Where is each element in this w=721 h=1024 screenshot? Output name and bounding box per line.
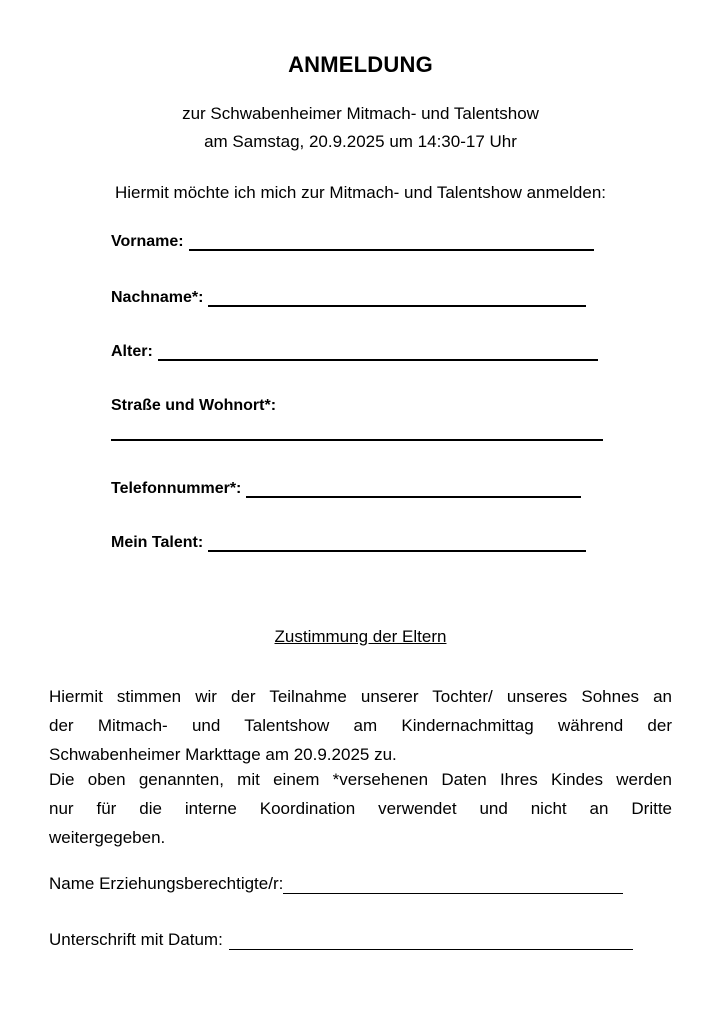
age-label: Alter: xyxy=(111,343,153,360)
guardian-name-label: Name Erziehungsberechtigte/r: xyxy=(49,874,284,893)
age-field xyxy=(111,343,598,361)
guardian-name-input-line[interactable] xyxy=(283,877,623,894)
signature-date-input-line[interactable] xyxy=(229,933,633,950)
address-label: Straße und Wohnort*: xyxy=(111,397,277,414)
address-input-line[interactable] xyxy=(111,423,603,441)
phone-label: Telefonnummer*: xyxy=(111,480,242,497)
privacy-line: Die oben genannten, mit einem *versehenen Daten Ihres Kindes werden xyxy=(49,770,672,789)
address-field xyxy=(111,397,276,415)
first-name-input-line[interactable] xyxy=(189,233,594,251)
consent-paragraph xyxy=(49,682,672,769)
phone-field xyxy=(111,480,581,498)
signature-date-label: Unterschrift mit Datum: xyxy=(49,930,223,949)
page-title: ANMELDUNG xyxy=(288,52,433,77)
phone-input-line[interactable] xyxy=(246,480,581,498)
privacy-line: nur für die interne Koordination verwendet und nicht an Dritte xyxy=(49,799,672,818)
privacy-line: weitergegeben. xyxy=(49,828,166,847)
consent-line: Hiermit stimmen wir der Teilnahme unserer Tochter/ unseres Sohnes an xyxy=(49,687,672,706)
last-name-field xyxy=(111,289,586,307)
first-name-label: Vorname: xyxy=(111,233,184,250)
last-name-label: Nachname*: xyxy=(111,289,204,306)
first-name-field xyxy=(111,233,594,251)
consent-line: der Mitmach- und Talentshow am Kindernachmittag während der xyxy=(49,716,672,735)
signature-date-field xyxy=(49,930,633,950)
data-privacy-paragraph xyxy=(49,765,672,852)
intro-text: Hiermit möchte ich mich zur Mitmach- und Talentshow anmelden: xyxy=(115,183,606,202)
consent-line: Schwabenheimer Markttage am 20.9.2025 zu. xyxy=(49,745,397,764)
talent-field xyxy=(111,534,586,552)
parental-consent-heading: Zustimmung der Eltern xyxy=(274,627,447,646)
talent-input-line[interactable] xyxy=(208,534,586,552)
last-name-input-line[interactable] xyxy=(208,289,586,307)
event-date-time: am Samstag, 20.9.2025 um 14:30-17 Uhr xyxy=(204,132,517,151)
age-input-line[interactable] xyxy=(158,343,598,361)
talent-label: Mein Talent: xyxy=(111,534,204,551)
guardian-name-field xyxy=(49,874,623,894)
event-subtitle: zur Schwabenheimer Mitmach- und Talentshow xyxy=(182,104,539,123)
